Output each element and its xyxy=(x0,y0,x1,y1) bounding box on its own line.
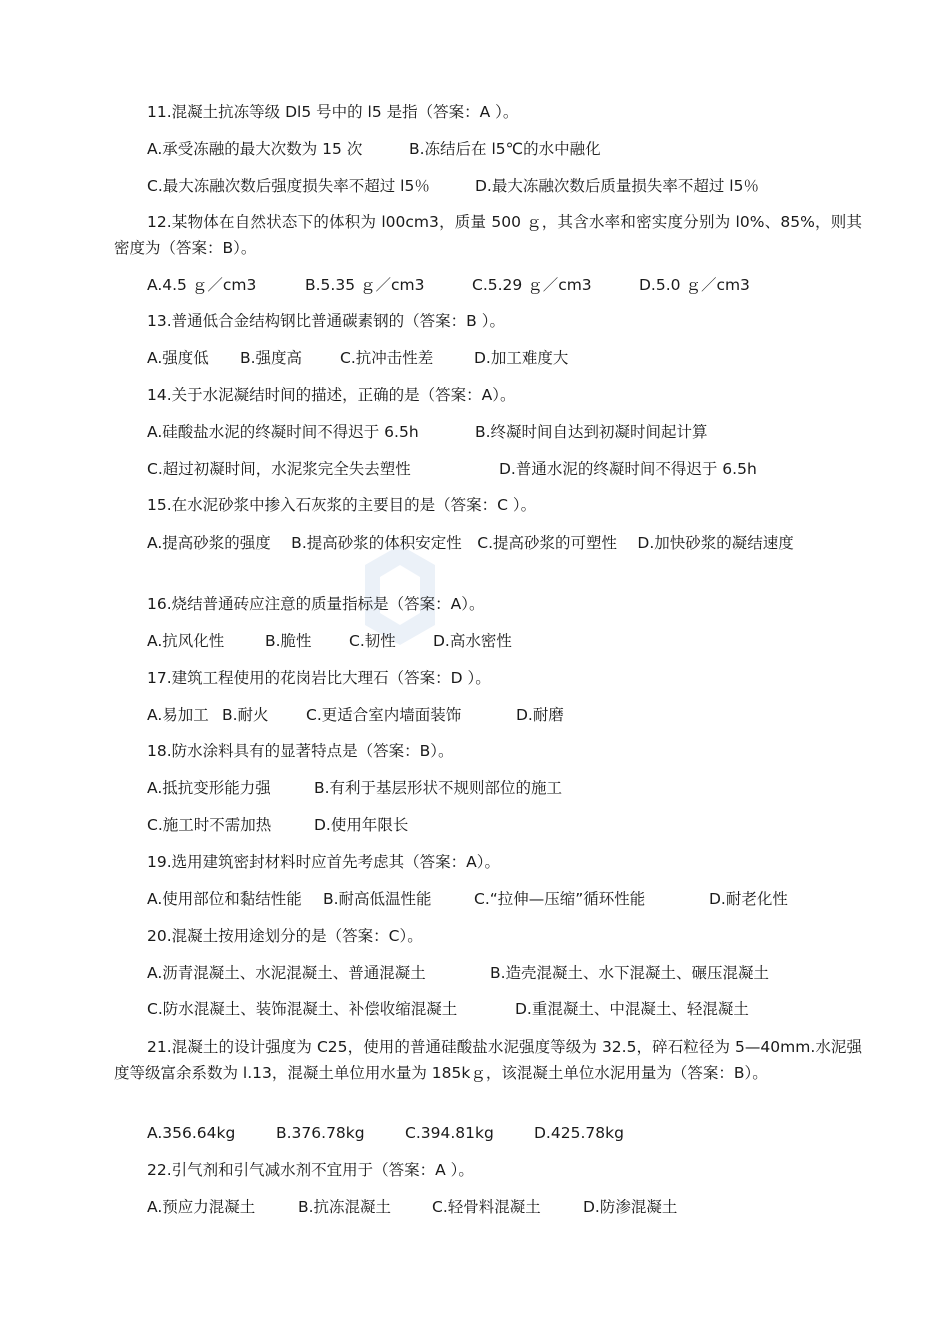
question-16: 16.烧结普通砖应注意的质量指标是（答案：A）。 xyxy=(147,595,485,613)
question-15: 15.在水泥砂浆中掺入石灰浆的主要目的是（答案：C ）。 xyxy=(147,496,537,514)
question-13-options: A.强度低 B.强度高 C.抗冲击性差 D.加工难度大 xyxy=(147,349,569,367)
question-17: 17.建筑工程使用的花岗岩比大理石（答案：D ）。 xyxy=(147,669,491,687)
question-11: 11.混凝土抗冻等级 Dl5 号中的 l5 是指（答案：A ）。 xyxy=(147,103,519,121)
question-18-options-ab: A.抵抗变形能力强 B.有利于基层形状不规则部位的施工 xyxy=(147,779,563,797)
question-21-options: A.356.64kg B.376.78kg C.394.81kg D.425.78kg xyxy=(147,1124,624,1142)
question-18: 18.防水涂料具有的显著特点是（答案：B）。 xyxy=(147,742,454,760)
question-13: 13.普通低合金结构钢比普通碳素钢的（答案：B ）。 xyxy=(147,312,505,330)
question-15-options: A.提高砂浆的强度 B.提高砂浆的体积安定性 C.提高砂浆的可塑性 D.加快砂浆的凝结速度 xyxy=(147,534,794,552)
question-20-options-cd: C.防水混凝土、装饰混凝土、补偿收缩混凝土 D.重混凝土、中混凝土、轻混凝土 xyxy=(147,1000,749,1018)
question-17-options: A.易加工 B.耐火 C.更适合室内墙面装饰 D.耐磨 xyxy=(147,706,564,724)
question-18-options-cd: C.施工时不需加热 D.使用年限长 xyxy=(147,816,409,834)
question-21: 21.混凝土的设计强度为 C25，使用的普通硅酸盐水泥强度等级为 32.5，碎石粒径为 5—40mm.水泥强度等级富余系数为 l.13，混凝土单位用水量为 185kｇ，该混凝土单位水泥用量为（答案：B）。 xyxy=(114,1038,862,1082)
question-14-options-cd: C.超过初凝时间，水泥浆完全失去塑性 D.普通水泥的终凝时间不得迟于 6.5h xyxy=(147,460,757,478)
question-11-options-cd: C.最大冻融次数后强度损失率不超过 l5％ D.最大冻融次数后质量损失率不超过 l5％ xyxy=(147,177,759,195)
question-22-options: A.预应力混凝土 B.抗冻混凝土 C.轻骨料混凝土 D.防渗混凝土 xyxy=(147,1198,678,1216)
question-12-options: A.4.5 ｇ／cm3 B.5.35 ｇ／cm3 C.5.29 ｇ／cm3 D.5.0 ｇ／cm3 xyxy=(147,276,750,294)
question-19: 19.选用建筑密封材料时应首先考虑其（答案：A）。 xyxy=(147,853,501,871)
question-16-options: A.抗风化性 B.脆性 C.韧性 D.高水密性 xyxy=(147,632,512,650)
question-20-options-ab: A.沥青混凝土、水泥混凝土、普通混凝土 B.造壳混凝土、水下混凝土、碾压混凝土 xyxy=(147,964,770,982)
question-20: 20.混凝土按用途划分的是（答案：C）。 xyxy=(147,927,423,945)
question-12: 12.某物体在自然状态下的体积为 l00cm3，质量 500 ｇ，其含水率和密实度分别为 l0%、85%，则其密度为（答案：B）。 xyxy=(114,213,862,257)
question-22: 22.引气剂和引气减水剂不宜用于（答案：A ）。 xyxy=(147,1161,474,1179)
question-11-options-ab: A.承受冻融的最大次数为 15 次 B.冻结后在 l5℃的水中融化 xyxy=(147,140,601,158)
question-14-options-ab: A.硅酸盐水泥的终凝时间不得迟于 6.5h B.终凝时间自达到初凝时间起计算 xyxy=(147,423,708,441)
question-14: 14.关于水泥凝结时间的描述，正确的是（答案：A）。 xyxy=(147,386,516,404)
question-19-options: A.使用部位和黏结性能 B.耐高低温性能 C.“拉伸—压缩”循环性能 D.耐老化性 xyxy=(147,890,788,908)
